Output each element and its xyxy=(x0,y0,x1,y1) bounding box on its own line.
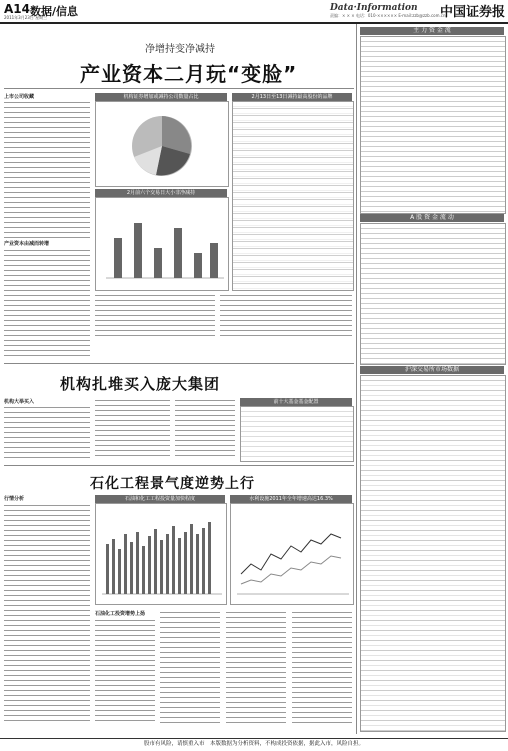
story3-text-5 xyxy=(292,610,352,725)
oil-chart-title: 石油和化工工程投资量加快程度 xyxy=(95,495,225,503)
oil-bar xyxy=(190,524,193,594)
water-chart-title: 水利设施2011年全年增速高达16.3% xyxy=(230,495,352,503)
story3-kicker: 石油化工投资增势上扬 xyxy=(95,611,146,617)
table-title: 2月13日至13日减持最高股份的品牌 xyxy=(232,93,352,101)
oil-bar xyxy=(154,529,157,594)
oil-bar xyxy=(106,544,109,594)
a-share-flow-table xyxy=(360,223,506,365)
oil-chart-box xyxy=(95,503,227,605)
story3-text-2 xyxy=(95,618,155,725)
oil-bar xyxy=(124,534,127,594)
data-info-label: Data·Information xyxy=(330,3,418,13)
water-chart-box xyxy=(230,503,354,605)
story2-text-3 xyxy=(175,398,235,460)
pie-chart-title: 机构证券增加或减持公司数量占比 xyxy=(95,93,227,101)
fund-table-title: 前十大基金基金配置 xyxy=(240,398,352,406)
footer-disclaimer: 股市有风险，请慎重入市 本版数据为分析资料，不构成投资依据，据此入市，风险自担。 xyxy=(0,738,508,751)
divider-2 xyxy=(4,363,354,364)
bar-3 xyxy=(154,248,162,278)
oil-bar xyxy=(130,542,133,594)
oil-bar-chart xyxy=(96,504,226,604)
oil-bar xyxy=(184,532,187,594)
lead-kicker: 上市公司收藏 xyxy=(4,94,35,100)
story2-headline: 机构扎堆买入庞大集团 xyxy=(60,375,221,393)
oil-bar xyxy=(178,538,181,594)
story2-kicker-2: 行情分析 xyxy=(4,496,25,502)
oil-bar xyxy=(172,526,175,594)
bar-5 xyxy=(194,253,202,278)
capital-flow-table xyxy=(360,36,506,214)
bar-chart-title: 2月前六个交易日大小非净减持 xyxy=(95,189,227,197)
bar-chart xyxy=(96,198,228,290)
oil-bar xyxy=(208,522,211,594)
column-rule xyxy=(356,24,357,734)
oil-bar xyxy=(112,539,115,594)
divider-3 xyxy=(4,465,354,466)
story3-text-1 xyxy=(4,503,90,725)
section-title: 数据/信息 xyxy=(30,5,79,18)
newspaper-brand: 中国证券报 xyxy=(440,5,506,20)
right-title-2: A 股 资 金 流 动 xyxy=(360,214,504,222)
pie-chart-box xyxy=(95,101,229,187)
story3-text-3 xyxy=(160,610,220,725)
lead-subhead: 净增持变净减持 xyxy=(145,44,215,55)
oil-bar xyxy=(202,528,205,594)
oil-bar xyxy=(142,546,145,594)
bar-1 xyxy=(114,238,122,278)
oil-bar xyxy=(136,532,139,594)
reduction-table xyxy=(232,101,354,291)
water-line-chart xyxy=(231,504,353,604)
fund-table xyxy=(240,406,354,462)
exchange-data-table xyxy=(360,375,506,732)
lead-text-column-3 xyxy=(95,293,215,338)
bar-4 xyxy=(174,228,182,278)
oil-bar xyxy=(166,534,169,594)
story2-text-1 xyxy=(4,405,90,460)
lead-headline: 产业资本二月玩“变脸” xyxy=(80,62,298,86)
story3-text-4 xyxy=(226,610,286,725)
oil-bar xyxy=(148,536,151,594)
bar-2 xyxy=(134,223,142,278)
lead-text-column-1 xyxy=(4,100,90,238)
page-number: A14 xyxy=(4,2,30,16)
pie-chart xyxy=(96,102,228,186)
right-title-3: 沪深交易所市场数据 xyxy=(360,366,504,374)
oil-bar xyxy=(196,534,199,594)
issue-date: 2011年3月23日 星期三 xyxy=(4,15,48,20)
masthead xyxy=(0,0,508,18)
contact-line: 责编：× × × 电话：010-×××××× E-mail:zzb@zzb.com.cn xyxy=(330,13,446,18)
divider xyxy=(4,88,354,89)
lead-text-column-4 xyxy=(220,293,352,338)
bar-6 xyxy=(210,243,218,278)
lead-text-column-2 xyxy=(4,248,90,358)
story2-kicker: 机构大举买入 xyxy=(4,399,35,405)
right-title-1: 主 力 资 金 流 xyxy=(360,27,504,35)
bar-chart-box xyxy=(95,197,229,291)
oil-bar xyxy=(118,549,121,594)
oil-bar xyxy=(160,540,163,594)
story3-headline: 石化工程景气度逆势上行 xyxy=(90,476,255,492)
masthead-rule xyxy=(0,22,508,24)
lead-kicker-2: 产业资本由减而转增 xyxy=(4,241,50,247)
story2-text-2 xyxy=(95,398,170,460)
